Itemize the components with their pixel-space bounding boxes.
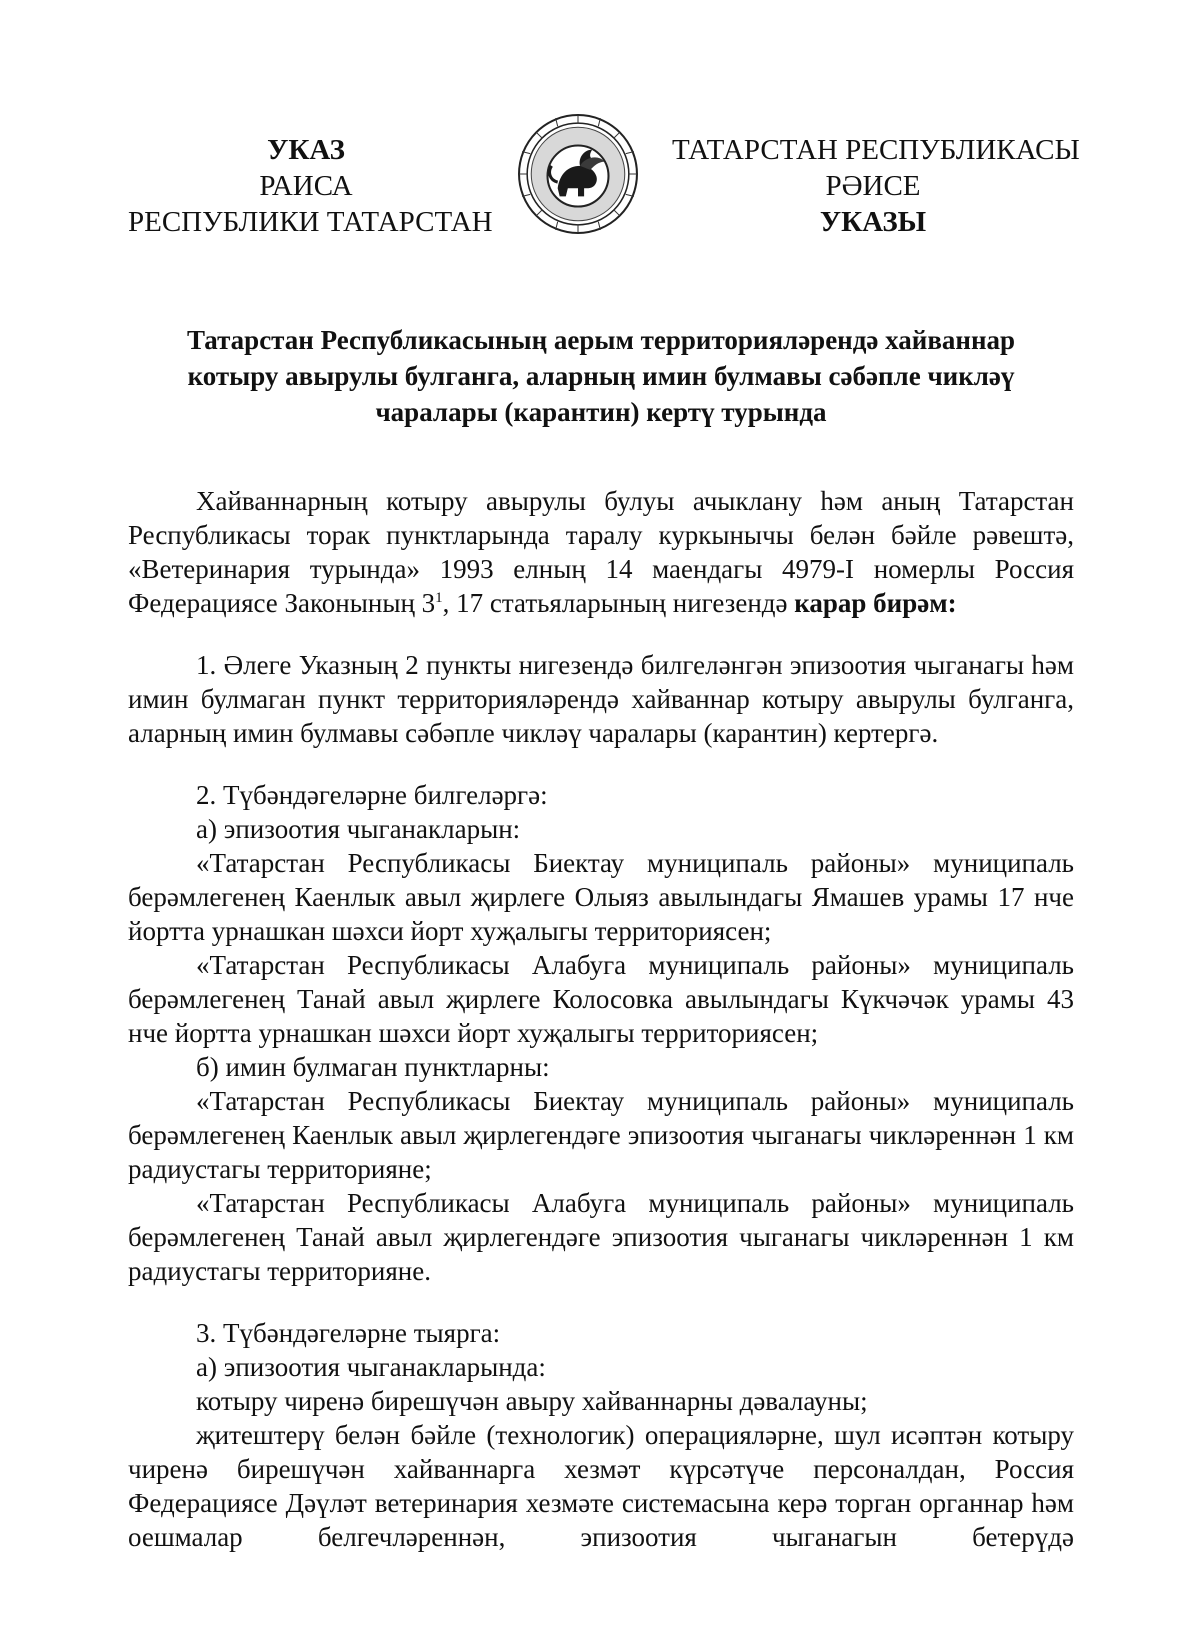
header-right-line-3: УКАЗЫ [819,206,927,238]
title-line-1: Татарстан Республикасының аерым территорияләрендә хайваннар [186,325,1016,355]
intro-decision: карар бирәм: [794,588,957,618]
decree-header-tatar [672,132,1080,240]
header-right-line-2: РӘИСЕ [825,170,921,202]
header-left-line-3: РЕСПУБЛИКИ ТАТАРСТАН [128,206,493,238]
paragraph-2b-item-1: «Татарстан Республикасы Биектау муниципаль районы» муниципаль берәмлегенең Каенлык авыл җирлегендәге эпизоотия чыганагы чикләреннән 1 км радиустагы территорияне; [128,1086,1074,1184]
paragraph-2b: б) имин булмаган пунктларны: [196,1052,550,1082]
header-left-line-1: УКАЗ [267,134,345,166]
paragraph-2b-item-2: «Татарстан Республикасы Алабуга муниципаль районы» муниципаль берәмлегенең Танай авыл җирлегендәге эпизоотия чыганагы чикләреннән 1 км радиустагы территорияне. [128,1188,1074,1286]
paragraph-1: 1. Әлеге Указның 2 пункты нигезендә билгеләнгән эпизоотия чыганагы һәм имин булмаган пункт территорияләрендә хайваннар котыру авырулы булганга, аларның имин булмавы сәбәпле чикләү чаралары (карантин) кертергә. [128,650,1074,748]
header-right-line-1: ТАТАРСТАН РЕСПУБЛИКАСЫ [672,134,1080,166]
paragraph-2: 2. Түбәндәгеләрне билгеләргә: [196,780,548,810]
title-line-3: чаралары (карантин) кертү турында [375,397,827,427]
decree-body [128,484,1074,1554]
paragraph-3a-item-2: җитештерү белән бәйле (технологик) операцияләрне, шул исәптән котыру чиренә бирешүчән хайваннарга хезмәт күрсәтүче персоналдан, Россия Федерациясе Дәүләт ветеринария хезмәте системасына керә торган органнар һәм оешмалар белгечләреннән, эпизоотия чыганагын бетерүдә [128,1420,1074,1552]
paragraph-3: 3. Түбәндәгеләрне тыярга: [196,1318,501,1348]
paragraph-3a-item-1: котыру чиренә бирешүчән авыру хайваннарны дәвалауны; [196,1386,868,1416]
intro-paragraph [128,484,1074,620]
title-line-2: котыру авырулы булганга, аларның имин булмавы сәбәпле чикләү [187,361,1015,391]
decree-title [128,322,1074,430]
paragraph-3a: а) эпизоотия чыганакларында: [196,1352,546,1382]
header-left-line-2: РАИСА [259,170,353,202]
paragraph-2a: а) эпизоотия чыганакларын: [196,814,521,844]
decree-header-russian [128,132,493,240]
intro-text: Хайваннарның котыру авырулы булуы ачыклану һәм аның Татарстан Республикасы торак пунктларында таралу куркынычы белән бәйле рәвештә, «Ветеринария турында» 1993 елның 14 маендагы 4979-I номерлы Россия Федерациясе Законының 3 [128,486,1074,618]
intro-text-cont: , 17 статьяларының нигезендә [442,588,795,618]
paragraph-2a-item-1: «Татарстан Республикасы Биектау муниципаль районы» муниципаль берәмлегенең Каенлык авыл җирлеге Олыяз авылындагы Ямашев урамы 17 нче йортта урнашкан шәхси йорт хуҗалыгы территориясен; [128,848,1074,946]
intro-superscript: 1 [435,590,443,606]
tatarstan-coat-of-arms-icon [517,113,639,235]
paragraph-2a-item-2: «Татарстан Республикасы Алабуга муниципаль районы» муниципаль берәмлегенең Танай авыл җирлеге Колосовка авылындагы Күкчәчәк урамы 43 нче йортта урнашкан шәхси йорт хуҗалыгы территориясен; [128,950,1074,1048]
